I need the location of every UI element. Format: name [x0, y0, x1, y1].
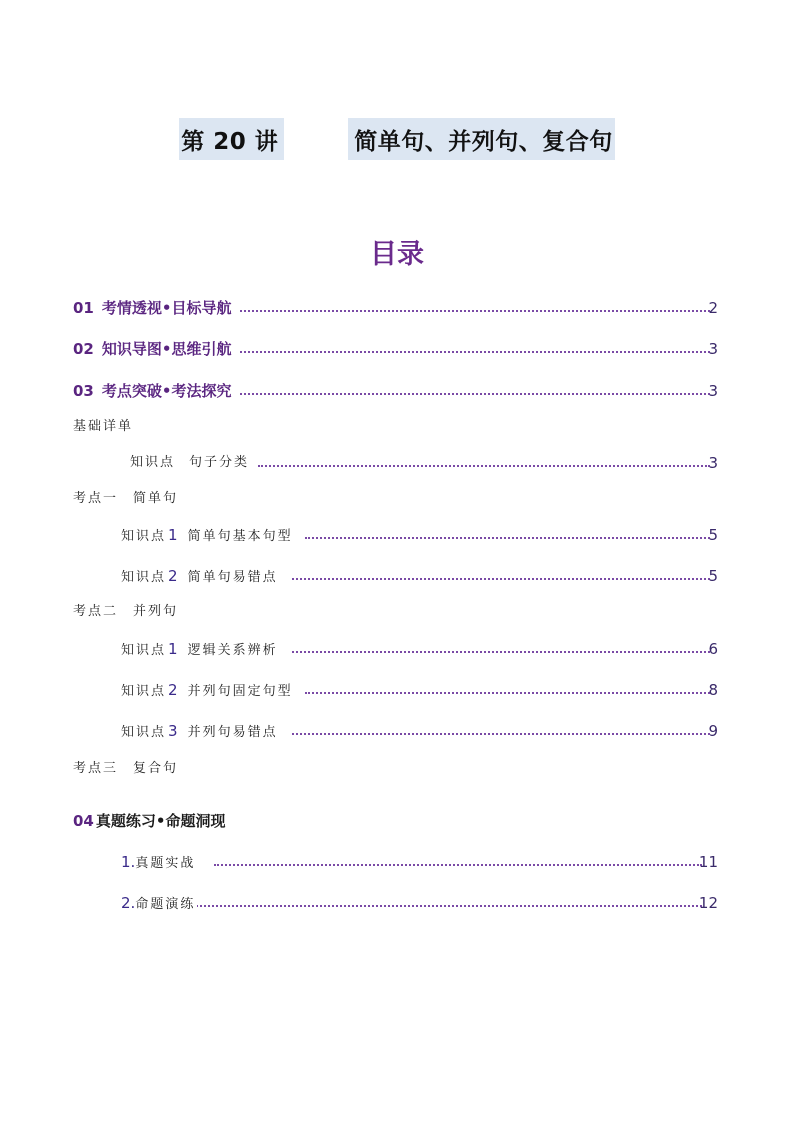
toc-entry-03[interactable]: [0, 380, 794, 402]
toc-page-number: 5: [708, 567, 718, 585]
toc-page-number: 3: [708, 382, 718, 400]
toc-page-number: 3: [708, 454, 718, 472]
toc-section-label: 基础详单: [73, 416, 135, 438]
page-title: [0, 118, 794, 160]
toc-page-number: 9: [708, 722, 718, 740]
title-gap: [284, 118, 348, 160]
toc-entry-label: 知识点 3 并列句易错点: [121, 720, 280, 744]
toc-leader: [240, 351, 710, 353]
title-band: [179, 118, 615, 160]
toc-entry-kd2-1[interactable]: [0, 638, 794, 660]
toc-leader: [240, 310, 710, 312]
toc-page-number: 2: [708, 299, 718, 317]
toc-heading: 目录: [370, 239, 424, 270]
toc-entry-label: 知识点 2 并列句固定句型: [121, 679, 295, 703]
toc-entry-label: 04 真题练习•命题洞现: [73, 812, 226, 830]
toc-leader: [305, 537, 710, 539]
toc-leader: [305, 692, 710, 694]
toc-leader: [292, 733, 710, 735]
toc-entry-01[interactable]: [0, 297, 794, 319]
toc-leader: [196, 905, 702, 907]
toc-entry-label: 1.真题实战: [121, 851, 197, 875]
toc-page-number: 8: [708, 681, 718, 699]
toc-entry-label: 知识点 1 逻辑关系辨析: [121, 638, 280, 662]
toc-section-basic[interactable]: [0, 416, 794, 438]
toc-entry-basic-item[interactable]: [0, 452, 794, 474]
toc-entry-04[interactable]: [0, 810, 794, 832]
toc-entry-label: 02 知识导图•思维引航: [73, 340, 232, 358]
toc-page-number: 5: [708, 526, 718, 544]
toc-entry-label: 知识点 1 简单句基本句型: [121, 524, 295, 548]
toc-leader: [292, 578, 710, 580]
lesson-topic: 简单句、并列句、复合句: [354, 128, 613, 155]
toc-section-label: 考点一 简单句: [73, 488, 180, 510]
toc-section-kd3[interactable]: [0, 758, 794, 780]
toc-page-number: 6: [708, 640, 718, 658]
toc-entry-label: 01 考情透视•目标导航: [73, 299, 232, 317]
toc-leader: [258, 465, 710, 467]
toc-entry-kd2-2[interactable]: [0, 679, 794, 701]
toc-section-kd1[interactable]: [0, 488, 794, 510]
toc-leader: [214, 864, 702, 866]
toc-page-number: 11: [698, 853, 718, 871]
toc-entry-kd1-2[interactable]: [0, 565, 794, 587]
toc-section-kd2[interactable]: [0, 601, 794, 623]
toc-entry-kd2-3[interactable]: [0, 720, 794, 742]
toc-entry-04-1[interactable]: [0, 851, 794, 873]
toc-section-label: 考点三 复合句: [73, 758, 180, 780]
toc-entry-kd1-1[interactable]: [0, 524, 794, 546]
toc-section-label: 考点二 并列句: [73, 601, 180, 623]
toc-entry-label: 2.命题演练: [121, 892, 197, 916]
toc-entry-04-2[interactable]: [0, 892, 794, 914]
toc-entry-label: 知识点 2 简单句易错点: [121, 565, 280, 589]
toc-leader: [292, 651, 710, 653]
lesson-number: 第 20 讲: [181, 128, 279, 155]
toc-leader: [240, 393, 710, 395]
toc-page-number: 3: [708, 340, 718, 358]
toc-entry-02[interactable]: [0, 338, 794, 360]
toc-entry-label: 知识点 句子分类: [130, 452, 251, 474]
toc-entry-label: 03 考点突破•考法探究: [73, 382, 232, 400]
toc-page-number: 12: [698, 894, 718, 912]
